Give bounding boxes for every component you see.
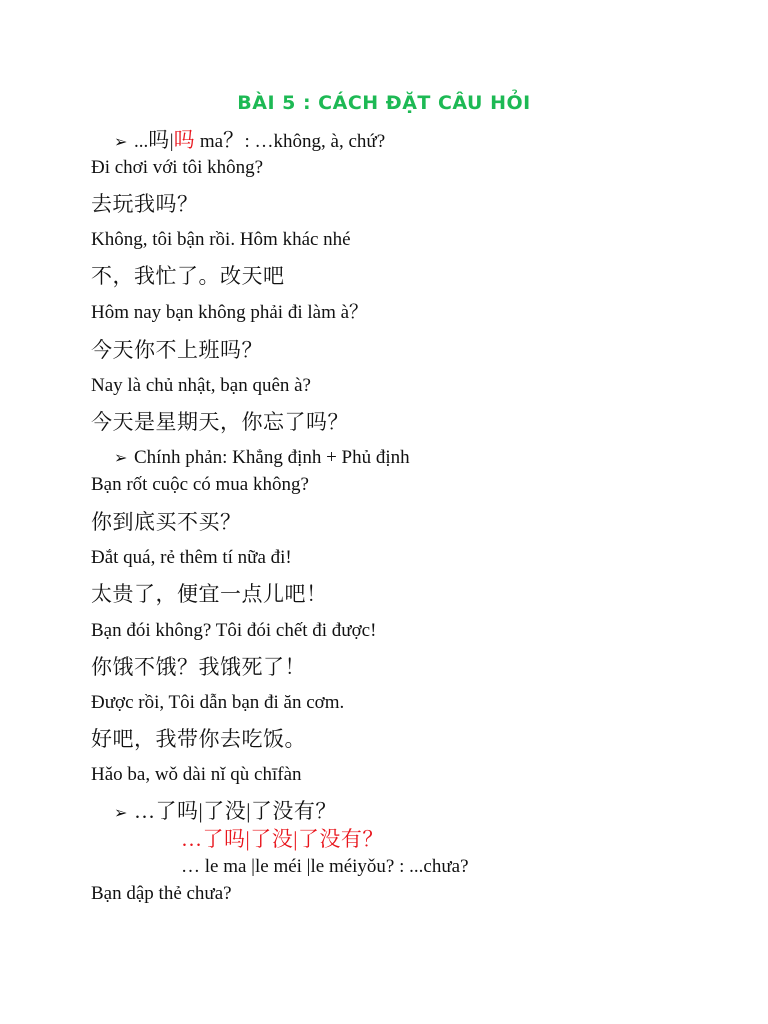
zh-sentence: 好吧，我带你去吃饭。 — [91, 727, 306, 751]
cjk-question-mark: ？ — [223, 128, 245, 152]
pinyin-ma: ma — [199, 131, 224, 152]
bullet-prefix: ... — [134, 131, 149, 152]
separator: | — [169, 131, 174, 152]
pinyin-sentence: Hǎo ba, wǒ dài nǐ qù chīfàn — [91, 764, 302, 785]
zh-sentence: 不，我忙了。改天吧 — [91, 264, 285, 288]
pattern-pinyin: … le ma |le méi |le méiyǒu? : ...chưa? — [181, 856, 469, 877]
bullet-label: Chính phản: Khẳng định + Phủ định — [134, 447, 410, 468]
zh-sentence: 今天你不上班吗？ — [91, 338, 263, 362]
arrow-bullet-icon: ➢ — [114, 450, 128, 467]
arrow-bullet-icon: ➢ — [114, 134, 128, 151]
vi-sentence: Bạn dập thẻ chưa? — [91, 883, 232, 904]
zh-sentence: 你饿不饿？我饿死了！ — [91, 655, 306, 679]
pattern-cjk-red: …了吗|了没|了没有？ — [181, 827, 384, 851]
bullet-affirmative-negative — [114, 446, 410, 471]
vi-sentence: Được rồi, Tôi dẫn bạn đi ăn cơm. — [91, 692, 345, 713]
zh-sentence: 去玩我吗？ — [91, 192, 199, 216]
zh-sentence: 今天是星期天，你忘了吗？ — [91, 410, 349, 434]
bullet-perfective-question — [114, 799, 337, 826]
zh-sentence: 太贵了，便宜一点儿吧！ — [91, 582, 328, 606]
vi-sentence: Hôm nay bạn không phải đi làm à？ — [91, 302, 369, 323]
pattern-cjk: …了吗|了没|了没有？ — [134, 799, 337, 823]
cjk-particle: 吗 — [148, 128, 170, 152]
vi-sentence: Nay là chủ nhật, bạn quên à? — [91, 375, 311, 396]
vi-sentence: Bạn rốt cuộc có mua không? — [91, 474, 309, 495]
vi-sentence: Bạn đói không? Tôi đói chết đi được! — [91, 620, 377, 641]
vi-sentence: Đắt quá, rẻ thêm tí nữa đi! — [91, 547, 292, 568]
bullet-question-particle — [114, 128, 385, 155]
particle-meaning: : …không, à, chứ? — [244, 131, 386, 152]
vi-sentence: Không, tôi bận rồi. Hôm khác nhé — [91, 229, 351, 250]
zh-sentence: 你到底买不买？ — [91, 510, 242, 534]
lesson-title: BÀI 5 : CÁCH ĐẶT CÂU HỎI — [237, 92, 531, 114]
vi-sentence: Đi chơi với tôi không? — [91, 157, 264, 178]
arrow-bullet-icon: ➢ — [114, 805, 128, 822]
cjk-particle-red: 吗 — [173, 128, 196, 152]
